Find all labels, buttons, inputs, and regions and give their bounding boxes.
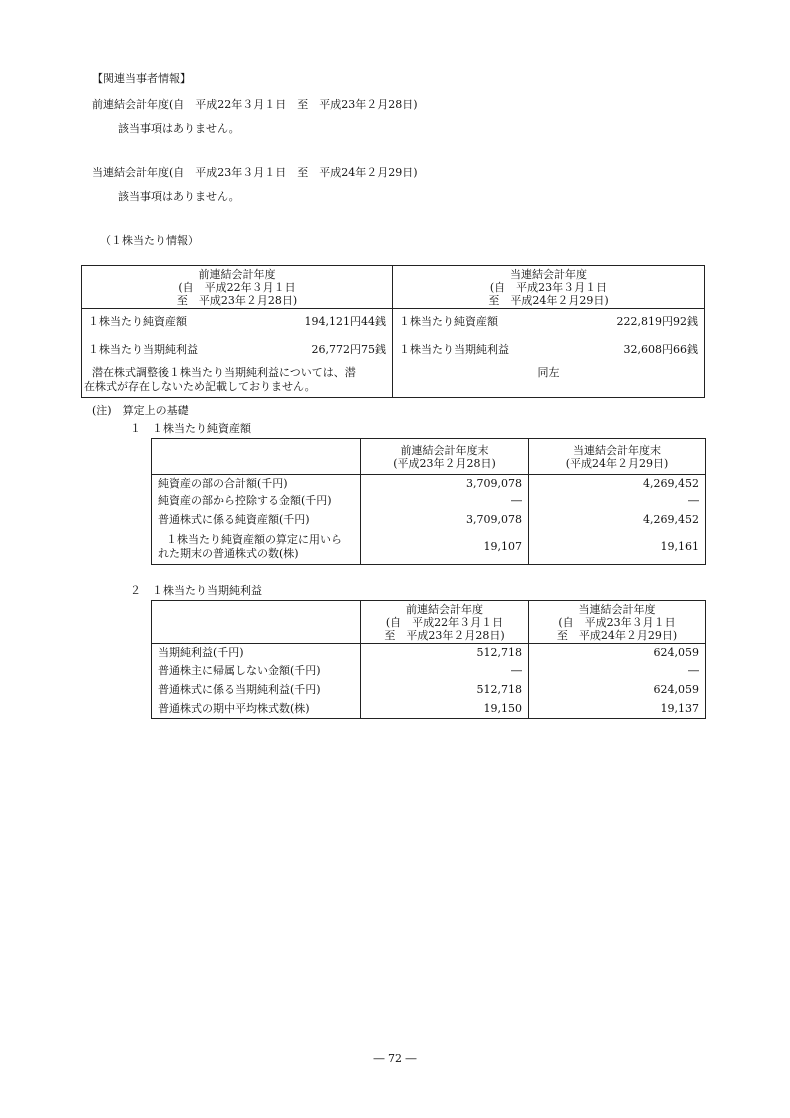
header-line: 当連結会計年度 [510,267,587,281]
row-value: ― [529,493,706,511]
row-value: ― [361,493,529,511]
row-value: 4,269,452 [529,511,706,531]
per-share-title: （１株当たり情報） [100,234,199,247]
same-as-left-text: 同左 [537,365,560,379]
label-line: れた期末の普通株式の数(株) [158,547,299,561]
row-value: 26,772円75銭 [311,343,386,357]
header-line: (自 平成23年３月１日 [489,280,608,294]
row-value: 624,059 [529,644,706,663]
header-line: 至 平成24年２月29日) [488,293,609,307]
row-value: ― [529,663,706,681]
row-value: 19,150 [361,700,529,719]
row-value: 194,121円44銭 [304,315,386,328]
header-line: (平成24年２月29日) [565,456,669,470]
net-income-basis-table [151,600,706,719]
prev-period-header [361,439,529,475]
row-value: 222,819円92銭 [616,315,698,328]
row-value: 3,709,078 [361,475,529,493]
row-value: 19,107 [361,531,529,565]
diluted-note-cell [82,364,393,398]
label-line: １株当たり純資産額の算定に用いら [166,533,342,547]
sub2-title: ２ １株当たり当期純利益 [130,584,262,597]
row-label: 普通株式に係る純資産額(千円) [152,511,361,531]
header-line: 当連結会計年度 [578,602,656,616]
row-value: 32,608円66銭 [623,343,698,357]
row-value: 512,718 [361,681,529,700]
row-label: 純資産の部から控除する金額(千円) [152,493,361,511]
note-label: (注) 算定上の基礎 [92,404,189,417]
table-cell [82,309,393,364]
section-title: 【関連当事者情報】 [92,72,191,85]
diluted-note-cell [393,364,705,398]
row-value: 624,059 [529,681,706,700]
curr-period-header [529,439,706,475]
row-label: 普通株式の期中平均株式数(株) [152,700,361,719]
curr-period-header [529,601,706,644]
row-label: 純資産の部の合計額(千円) [152,475,361,493]
header-line: 前連結会計年度末 [400,443,489,457]
row-label: 普通株式に係る当期純利益(千円) [152,681,361,700]
table-cell [393,309,705,364]
row-label: １株当たり当期純利益 [399,343,509,357]
page-number: ― 72 ― [373,1052,417,1065]
row-value: 3,709,078 [361,511,529,531]
header-line: (平成23年２月28日) [393,456,496,470]
row-label [152,531,361,565]
header-line: (自 平成22年３月１日 [178,280,296,294]
row-value: 19,137 [529,700,706,719]
header-line: 前連結会計年度 [198,267,276,281]
row-label: １株当たり純資産額 [399,315,498,328]
header-line: 当連結会計年度末 [573,443,661,457]
prev-period-heading: 前連結会計年度(自 平成22年３月１日 至 平成23年２月28日) [92,98,418,111]
header-line: 至 平成23年２月28日) [384,628,505,642]
prev-period-header [361,601,529,644]
table-cell [152,439,361,475]
note-line: 潜在株式調整後１株当たり当期純利益については、潜 [92,365,356,379]
table-cell [152,601,361,644]
prev-period-header [82,266,393,309]
header-line: 至 平成24年２月29日) [556,628,678,642]
curr-period-header [393,266,705,309]
row-value: ― [361,663,529,681]
header-line: 前連結会計年度 [406,602,483,616]
note-line: 在株式が存在しないため記載しておりません。 [84,379,316,393]
row-label: １株当たり純資産額 [88,315,187,328]
row-value: 19,161 [529,531,706,565]
header-line: (自 平成23年３月１日 [558,615,676,629]
row-value: 512,718 [361,644,529,663]
curr-period-heading: 当連結会計年度(自 平成23年３月１日 至 平成24年２月29日) [92,166,418,179]
sub1-title: １ １株当たり純資産額 [130,422,251,435]
net-assets-basis-table [151,438,706,565]
per-share-table [81,265,705,398]
row-value: 4,269,452 [529,475,706,493]
prev-none-text: 該当事項はありません。 [118,122,240,135]
curr-none-text: 該当事項はありません。 [118,190,240,203]
row-label: １株当たり当期純利益 [88,343,198,357]
header-line: (自 平成22年３月１日 [385,615,504,629]
row-label: 当期純利益(千円) [152,644,361,663]
header-line: 至 平成23年２月28日) [176,293,298,307]
row-label: 普通株主に帰属しない金額(千円) [152,663,361,681]
